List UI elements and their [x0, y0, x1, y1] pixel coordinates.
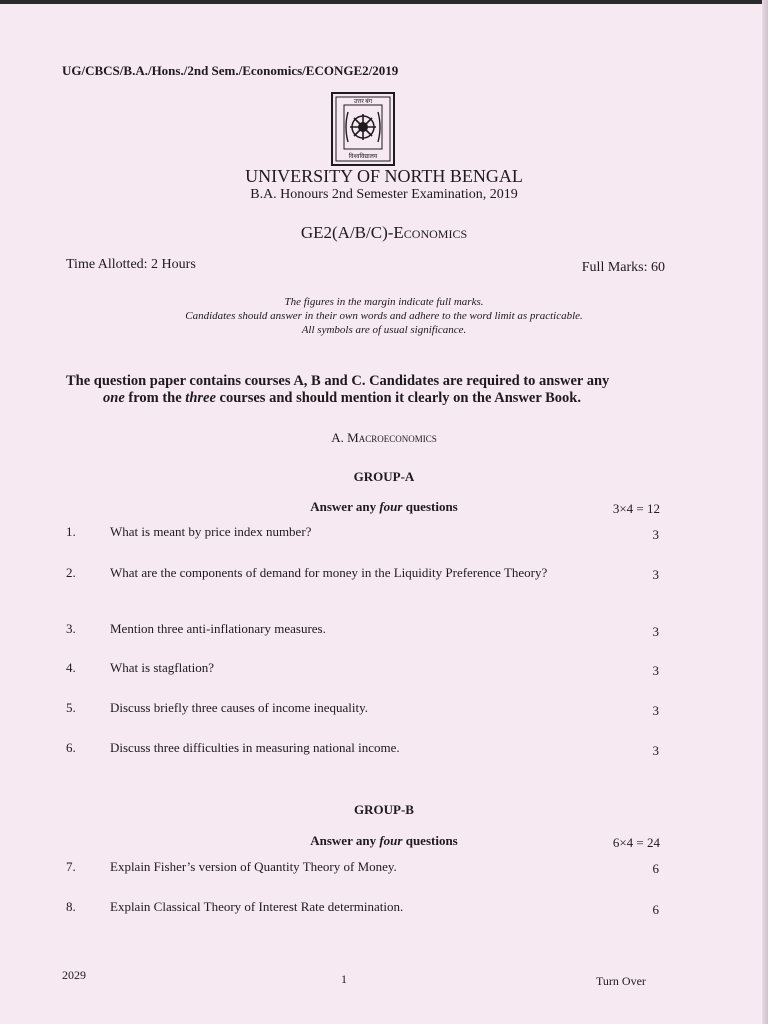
question-text: What is stagflation? [110, 660, 214, 675]
question-text: Discuss three difficulties in measuring national income. [110, 740, 400, 755]
question-text: Mention three anti-inflationary measures. [110, 621, 326, 636]
question-text: Explain Fisher’s version of Quantity Theory of Money. [110, 859, 397, 874]
subject-prefix: GE2(A/B/C)- [300, 223, 394, 242]
question-text: What is meant by price index number? [110, 524, 312, 539]
question-number: 5. [66, 700, 76, 715]
question-marks: 6 [652, 861, 659, 876]
page-number: 1 [341, 972, 347, 986]
note-emph-three: three [185, 390, 216, 406]
question-text: What are the components of demand for money in the Liquidity Preference Theory? [110, 565, 548, 580]
emblem-top-text: उत्तर बंग [353, 99, 373, 105]
note-text: from the [124, 390, 186, 406]
full-marks: Full Marks: 60 [581, 260, 665, 275]
section-prefix: A. [331, 430, 348, 445]
instruction-line: The figures in the margin indicate full marks. [284, 296, 484, 308]
group-b-marks-calc: 6×4 = 24 [612, 835, 660, 850]
question-number: 7. [66, 859, 76, 874]
question-number: 8. [66, 899, 76, 914]
university-emblem-icon [331, 92, 395, 166]
question-marks: 3 [652, 743, 659, 758]
subject-word: Economics [393, 223, 468, 242]
group-b-instruction: Answer any four questions [310, 833, 458, 848]
question-marks: 3 [652, 527, 659, 542]
question-marks: 3 [652, 567, 659, 582]
paper-code: UG/CBCS/B.A./Hons./2nd Sem./Economics/ECONGE2/2019 [62, 63, 399, 78]
question-number: 6. [66, 740, 76, 755]
courses-note-line2 [103, 390, 703, 407]
question-marks: 3 [652, 624, 659, 639]
question-number: 2. [66, 565, 76, 580]
note-emph-one: one [103, 390, 125, 406]
exam-title: B.A. Honours 2nd Semester Examination, 2019 [250, 187, 518, 202]
section-title: Macroeconomics [347, 430, 437, 445]
footer-code: 2029 [62, 968, 86, 982]
group-a-instruction: Answer any four questions [310, 499, 458, 514]
time-allotted: Time Allotted: 2 Hours [66, 257, 196, 272]
group-b-title: GROUP-B [354, 802, 414, 817]
subject-title [0, 223, 768, 243]
question-number: 4. [66, 660, 76, 675]
emblem-bottom-text: विश्वविद्यालय [348, 154, 378, 160]
group-a-title: GROUP-A [353, 469, 415, 484]
university-name: UNIVERSITY OF NORTH BENGAL [245, 166, 523, 186]
turn-over-label: Turn Over [596, 974, 646, 988]
question-marks: 3 [652, 663, 659, 678]
question-marks: 6 [652, 902, 659, 917]
question-marks: 3 [652, 703, 659, 718]
note-text: courses and should mention it clearly on the Answer Book. [215, 390, 581, 406]
question-text: Discuss briefly three causes of income inequality. [110, 700, 368, 715]
scan-edge-top [0, 0, 768, 4]
instruction-line: All symbols are of usual significance. [301, 324, 467, 336]
instruction-line: Candidates should answer in their own words and adhere to the word limit as practicable. [185, 310, 583, 322]
question-text: Explain Classical Theory of Interest Rate determination. [110, 899, 404, 914]
courses-note-line1: The question paper contains courses A, B and C. Candidates are required to answer any [66, 373, 610, 389]
group-a-marks-calc: 3×4 = 12 [612, 501, 660, 516]
question-number: 3. [66, 621, 76, 636]
question-number: 1. [66, 524, 76, 539]
section-heading [0, 430, 768, 446]
